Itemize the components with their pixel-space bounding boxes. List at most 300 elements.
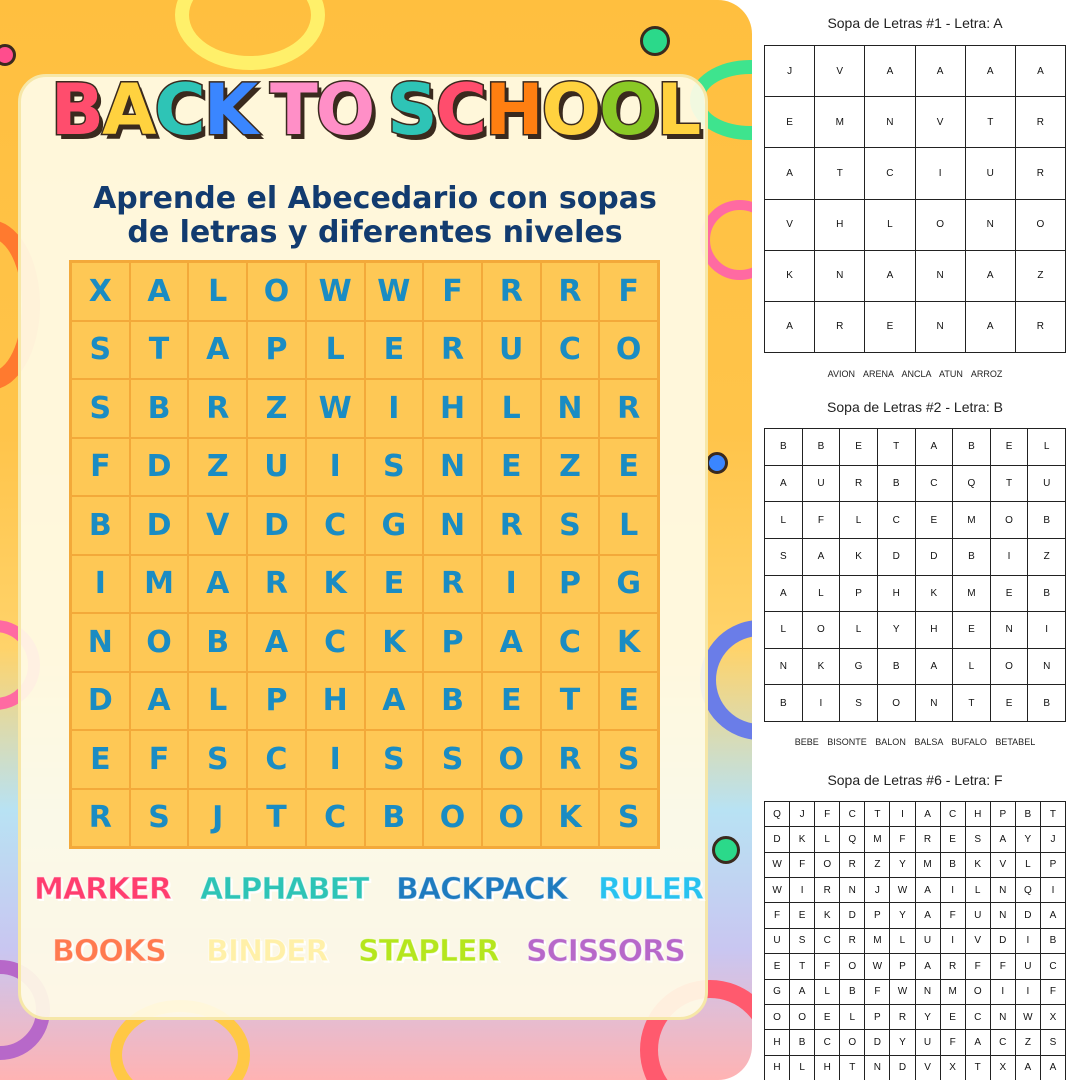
puzzle-cell[interactable]: Z (1028, 539, 1065, 575)
grid-cell[interactable]: S (131, 790, 188, 847)
grid-cell[interactable]: B (366, 790, 423, 847)
puzzle-cell[interactable]: L (966, 878, 990, 902)
grid-cell[interactable]: T (131, 322, 188, 379)
puzzle-cell[interactable]: T (953, 685, 990, 721)
puzzle-cell[interactable]: O (991, 649, 1028, 685)
puzzle-cell[interactable]: R (1016, 97, 1065, 147)
puzzle-cell[interactable]: Q (1016, 878, 1040, 902)
puzzle-cell[interactable]: K (765, 251, 814, 301)
puzzle-cell[interactable]: S (765, 539, 802, 575)
puzzle-cell[interactable]: P (840, 576, 877, 612)
puzzle-cell[interactable]: U (966, 148, 1015, 198)
puzzle-cell[interactable]: L (1028, 429, 1065, 465)
grid-cell[interactable]: T (248, 790, 305, 847)
puzzle-cell[interactable]: L (790, 1056, 814, 1080)
grid-cell[interactable]: F (600, 263, 657, 320)
grid-cell[interactable]: R (424, 556, 481, 613)
puzzle-cell[interactable]: J (1041, 827, 1065, 851)
puzzle-cell[interactable]: F (941, 1030, 965, 1054)
puzzle-cell[interactable]: Y (916, 1005, 940, 1029)
puzzle-cell[interactable]: D (916, 539, 953, 575)
grid-cell[interactable]: N (72, 614, 129, 671)
grid-cell[interactable]: J (189, 790, 246, 847)
puzzle-cell[interactable]: R (840, 466, 877, 502)
puzzle-cell[interactable]: B (1041, 929, 1065, 953)
puzzle-cell[interactable]: A (966, 46, 1015, 96)
grid-cell[interactable]: C (307, 614, 364, 671)
puzzle-cell[interactable]: A (865, 251, 914, 301)
puzzle-cell[interactable]: S (1041, 1030, 1065, 1054)
puzzle-cell[interactable]: N (1028, 649, 1065, 685)
grid-cell[interactable]: S (189, 731, 246, 788)
puzzle-cell[interactable]: E (916, 502, 953, 538)
puzzle-cell[interactable]: K (916, 576, 953, 612)
puzzle-cell[interactable]: A (865, 46, 914, 96)
puzzle-cell[interactable]: A (803, 539, 840, 575)
puzzle-cell[interactable]: A (765, 466, 802, 502)
puzzle-cell[interactable]: W (765, 878, 789, 902)
puzzle-cell[interactable]: K (815, 903, 839, 927)
grid-cell[interactable]: F (424, 263, 481, 320)
grid-cell[interactable]: R (483, 263, 540, 320)
grid-cell[interactable]: S (72, 380, 129, 437)
grid-cell[interactable]: R (248, 556, 305, 613)
puzzle-cell[interactable]: A (916, 802, 940, 826)
puzzle-cell[interactable]: N (991, 1005, 1015, 1029)
puzzle-cell[interactable]: M (865, 827, 889, 851)
puzzle-cell[interactable]: J (865, 878, 889, 902)
grid-cell[interactable]: R (483, 497, 540, 554)
grid-cell[interactable]: A (366, 673, 423, 730)
puzzle-cell[interactable]: L (840, 612, 877, 648)
puzzle-cell[interactable]: C (1041, 954, 1065, 978)
puzzle-cell[interactable]: O (815, 853, 839, 877)
puzzle-cell[interactable]: B (803, 429, 840, 465)
grid-cell[interactable]: B (189, 614, 246, 671)
grid-cell[interactable]: L (483, 380, 540, 437)
puzzle-cell[interactable]: Y (890, 1030, 914, 1054)
puzzle-cell[interactable]: A (991, 827, 1015, 851)
grid-cell[interactable]: L (600, 497, 657, 554)
puzzle-cell[interactable]: D (865, 1030, 889, 1054)
puzzle-cell[interactable]: L (815, 827, 839, 851)
puzzle-cell[interactable]: I (790, 878, 814, 902)
puzzle-cell[interactable]: H (878, 576, 915, 612)
puzzle-cell[interactable]: E (941, 1005, 965, 1029)
puzzle-cell[interactable]: N (991, 612, 1028, 648)
puzzle-cell[interactable]: B (1016, 802, 1040, 826)
puzzle-cell[interactable]: N (916, 251, 965, 301)
grid-cell[interactable]: B (131, 380, 188, 437)
grid-cell[interactable]: R (424, 322, 481, 379)
grid-cell[interactable]: W (366, 263, 423, 320)
puzzle-cell[interactable]: K (840, 539, 877, 575)
grid-cell[interactable]: R (542, 263, 599, 320)
puzzle-cell[interactable]: L (890, 929, 914, 953)
puzzle-cell[interactable]: L (840, 502, 877, 538)
puzzle-cell[interactable]: O (790, 1005, 814, 1029)
puzzle-cell[interactable]: R (916, 827, 940, 851)
grid-cell[interactable]: R (542, 731, 599, 788)
puzzle-cell[interactable]: N (916, 980, 940, 1004)
puzzle-cell[interactable]: B (941, 853, 965, 877)
grid-cell[interactable]: X (72, 263, 129, 320)
puzzle-cell[interactable]: W (890, 980, 914, 1004)
puzzle-cell[interactable]: L (803, 576, 840, 612)
puzzle-cell[interactable]: I (890, 802, 914, 826)
puzzle-cell[interactable]: D (878, 539, 915, 575)
puzzle-cell[interactable]: U (765, 929, 789, 953)
puzzle-cell[interactable]: A (1041, 903, 1065, 927)
grid-cell[interactable]: O (248, 263, 305, 320)
puzzle-cell[interactable]: V (966, 929, 990, 953)
puzzle-cell[interactable]: N (991, 903, 1015, 927)
puzzle-cell[interactable]: E (865, 302, 914, 352)
grid-cell[interactable]: O (483, 790, 540, 847)
grid-cell[interactable]: A (248, 614, 305, 671)
grid-cell[interactable]: W (307, 380, 364, 437)
grid-cell[interactable]: E (366, 322, 423, 379)
puzzle-cell[interactable]: K (803, 649, 840, 685)
grid-cell[interactable]: G (366, 497, 423, 554)
puzzle-cell[interactable]: R (890, 1005, 914, 1029)
grid-cell[interactable]: P (248, 322, 305, 379)
puzzle-cell[interactable]: T (966, 1056, 990, 1080)
puzzle-cell[interactable]: S (966, 827, 990, 851)
puzzle-cell[interactable]: F (815, 802, 839, 826)
puzzle-cell[interactable]: Y (878, 612, 915, 648)
grid-cell[interactable]: H (307, 673, 364, 730)
grid-cell[interactable]: O (483, 731, 540, 788)
puzzle-cell[interactable]: H (815, 1056, 839, 1080)
grid-cell[interactable]: S (600, 790, 657, 847)
grid-cell[interactable]: C (542, 322, 599, 379)
puzzle-cell[interactable]: L (815, 980, 839, 1004)
puzzle-cell[interactable]: N (966, 200, 1015, 250)
puzzle-cell[interactable]: A (916, 429, 953, 465)
puzzle-cell[interactable]: M (953, 502, 990, 538)
puzzle-cell[interactable]: A (916, 954, 940, 978)
puzzle-cell[interactable]: F (803, 502, 840, 538)
puzzle-cell[interactable]: N (840, 878, 864, 902)
puzzle-cell[interactable]: X (1041, 1005, 1065, 1029)
puzzle-cell[interactable]: O (916, 200, 965, 250)
grid-cell[interactable]: P (248, 673, 305, 730)
puzzle-cell[interactable]: W (865, 954, 889, 978)
puzzle-cell[interactable]: U (916, 929, 940, 953)
grid-cell[interactable]: K (307, 556, 364, 613)
puzzle-cell[interactable]: N (991, 878, 1015, 902)
puzzle-cell[interactable]: B (1028, 576, 1065, 612)
puzzle-cell[interactable]: O (991, 502, 1028, 538)
puzzle-cell[interactable]: F (865, 980, 889, 1004)
puzzle-cell[interactable]: D (765, 827, 789, 851)
puzzle-cell[interactable]: F (1041, 980, 1065, 1004)
puzzle-cell[interactable]: C (815, 929, 839, 953)
grid-cell[interactable]: T (542, 673, 599, 730)
puzzle-cell[interactable]: M (815, 97, 864, 147)
puzzle-cell[interactable]: A (790, 980, 814, 1004)
puzzle-cell[interactable]: D (890, 1056, 914, 1080)
grid-cell[interactable]: E (600, 439, 657, 496)
puzzle-cell[interactable]: Y (890, 853, 914, 877)
puzzle-cell[interactable]: B (878, 466, 915, 502)
grid-cell[interactable]: E (483, 673, 540, 730)
grid-cell[interactable]: C (307, 497, 364, 554)
grid-cell[interactable]: I (483, 556, 540, 613)
grid-cell[interactable]: C (307, 790, 364, 847)
grid-cell[interactable]: H (424, 380, 481, 437)
grid-cell[interactable]: L (189, 673, 246, 730)
grid-cell[interactable]: N (424, 439, 481, 496)
puzzle-cell[interactable]: A (916, 878, 940, 902)
grid-cell[interactable]: D (131, 439, 188, 496)
puzzle-cell[interactable]: B (1028, 685, 1065, 721)
puzzle-cell[interactable]: N (916, 302, 965, 352)
puzzle-cell[interactable]: I (941, 929, 965, 953)
puzzle-cell[interactable]: H (765, 1030, 789, 1054)
puzzle-cell[interactable]: C (966, 1005, 990, 1029)
puzzle-cell[interactable]: A (765, 148, 814, 198)
grid-cell[interactable]: B (72, 497, 129, 554)
puzzle-cell[interactable]: T (865, 802, 889, 826)
puzzle-cell[interactable]: D (991, 929, 1015, 953)
puzzle-cell[interactable]: I (916, 148, 965, 198)
grid-cell[interactable]: B (424, 673, 481, 730)
grid-cell[interactable]: E (600, 673, 657, 730)
puzzle-cell[interactable]: N (916, 685, 953, 721)
puzzle-cell[interactable]: A (966, 251, 1015, 301)
grid-cell[interactable]: V (189, 497, 246, 554)
puzzle-cell[interactable]: L (865, 200, 914, 250)
puzzle-cell[interactable]: B (953, 429, 990, 465)
puzzle-cell[interactable]: O (765, 1005, 789, 1029)
puzzle-cell[interactable]: U (916, 1030, 940, 1054)
grid-cell[interactable]: N (424, 497, 481, 554)
puzzle-cell[interactable]: E (840, 429, 877, 465)
puzzle-cell[interactable]: E (941, 827, 965, 851)
puzzle-cell[interactable]: O (1016, 200, 1065, 250)
grid-cell[interactable]: D (72, 673, 129, 730)
puzzle-cell[interactable]: R (1016, 302, 1065, 352)
puzzle-cell[interactable]: R (840, 853, 864, 877)
grid-cell[interactable]: C (542, 614, 599, 671)
grid-cell[interactable]: A (189, 322, 246, 379)
puzzle-cell[interactable]: I (803, 685, 840, 721)
puzzle-cell[interactable]: V (916, 1056, 940, 1080)
puzzle-cell[interactable]: A (916, 903, 940, 927)
grid-cell[interactable]: C (248, 731, 305, 788)
puzzle-cell[interactable]: R (1016, 148, 1065, 198)
puzzle-cell[interactable]: N (765, 649, 802, 685)
grid-cell[interactable]: S (542, 497, 599, 554)
grid-cell[interactable]: A (131, 673, 188, 730)
puzzle-cell[interactable]: P (991, 802, 1015, 826)
grid-cell[interactable]: S (72, 322, 129, 379)
grid-cell[interactable]: A (483, 614, 540, 671)
puzzle-cell[interactable]: A (966, 302, 1015, 352)
puzzle-cell[interactable]: B (878, 649, 915, 685)
puzzle-cell[interactable]: P (890, 954, 914, 978)
puzzle-cell[interactable]: H (815, 200, 864, 250)
puzzle-cell[interactable]: T (878, 429, 915, 465)
puzzle-cell[interactable]: L (840, 1005, 864, 1029)
grid-cell[interactable]: Z (248, 380, 305, 437)
puzzle-cell[interactable]: J (790, 802, 814, 826)
grid-cell[interactable]: F (131, 731, 188, 788)
puzzle-cell[interactable]: E (991, 576, 1028, 612)
puzzle-cell[interactable]: P (865, 903, 889, 927)
puzzle-cell[interactable]: M (953, 576, 990, 612)
grid-cell[interactable]: P (542, 556, 599, 613)
puzzle-cell[interactable]: X (991, 1056, 1015, 1080)
puzzle-cell[interactable]: C (840, 802, 864, 826)
puzzle-cell[interactable]: S (840, 685, 877, 721)
grid-cell[interactable]: O (424, 790, 481, 847)
grid-cell[interactable]: L (307, 322, 364, 379)
puzzle-cell[interactable]: K (966, 853, 990, 877)
puzzle-cell[interactable]: F (815, 954, 839, 978)
puzzle-cell[interactable]: C (878, 502, 915, 538)
puzzle-cell[interactable]: F (941, 903, 965, 927)
puzzle-cell[interactable]: T (790, 954, 814, 978)
puzzle-cell[interactable]: L (765, 502, 802, 538)
puzzle-cell[interactable]: I (991, 539, 1028, 575)
puzzle-cell[interactable]: P (865, 1005, 889, 1029)
grid-cell[interactable]: I (307, 439, 364, 496)
puzzle-cell[interactable]: Q (765, 802, 789, 826)
puzzle-cell[interactable]: I (991, 980, 1015, 1004)
grid-cell[interactable]: P (424, 614, 481, 671)
grid-cell[interactable]: K (366, 614, 423, 671)
puzzle-cell[interactable]: O (878, 685, 915, 721)
grid-cell[interactable]: S (366, 731, 423, 788)
puzzle-cell[interactable]: I (1028, 612, 1065, 648)
puzzle-cell[interactable]: X (941, 1056, 965, 1080)
grid-cell[interactable]: S (424, 731, 481, 788)
puzzle-cell[interactable]: H (916, 612, 953, 648)
puzzle-cell[interactable]: A (1041, 1056, 1065, 1080)
puzzle-cell[interactable]: B (840, 980, 864, 1004)
grid-cell[interactable]: F (72, 439, 129, 496)
puzzle-cell[interactable]: I (1016, 980, 1040, 1004)
puzzle-cell[interactable]: G (840, 649, 877, 685)
puzzle-cell[interactable]: D (840, 903, 864, 927)
puzzle-cell[interactable]: F (765, 903, 789, 927)
puzzle-cell[interactable]: N (865, 97, 914, 147)
puzzle-cell[interactable]: Y (890, 903, 914, 927)
grid-cell[interactable]: D (131, 497, 188, 554)
grid-cell[interactable]: E (72, 731, 129, 788)
puzzle-cell[interactable]: Z (1016, 251, 1065, 301)
grid-cell[interactable]: N (542, 380, 599, 437)
puzzle-cell[interactable]: U (1028, 466, 1065, 502)
puzzle-cell[interactable]: A (916, 46, 965, 96)
puzzle-cell[interactable]: V (991, 853, 1015, 877)
grid-cell[interactable]: E (366, 556, 423, 613)
puzzle-cell[interactable]: R (815, 302, 864, 352)
puzzle-cell[interactable]: R (815, 878, 839, 902)
puzzle-cell[interactable]: C (991, 1030, 1015, 1054)
grid-cell[interactable]: Z (542, 439, 599, 496)
puzzle-cell[interactable]: E (953, 612, 990, 648)
puzzle-cell[interactable]: F (790, 853, 814, 877)
puzzle-cell[interactable]: I (1041, 878, 1065, 902)
puzzle-cell[interactable]: L (765, 612, 802, 648)
puzzle-cell[interactable]: I (1016, 929, 1040, 953)
puzzle-cell[interactable]: C (916, 466, 953, 502)
grid-cell[interactable]: O (131, 614, 188, 671)
puzzle-cell[interactable]: O (966, 980, 990, 1004)
puzzle-cell[interactable]: C (865, 148, 914, 198)
grid-cell[interactable]: I (72, 556, 129, 613)
puzzle-cell[interactable]: Q (953, 466, 990, 502)
puzzle-cell[interactable]: S (790, 929, 814, 953)
puzzle-cell[interactable]: B (953, 539, 990, 575)
grid-cell[interactable]: R (189, 380, 246, 437)
puzzle-cell[interactable]: Q (840, 827, 864, 851)
puzzle-cell[interactable]: A (966, 1030, 990, 1054)
puzzle-cell[interactable]: E (765, 97, 814, 147)
puzzle-cell[interactable]: M (865, 929, 889, 953)
puzzle-cell[interactable]: P (1041, 853, 1065, 877)
puzzle-cell[interactable]: M (941, 980, 965, 1004)
puzzle-cell[interactable]: L (953, 649, 990, 685)
puzzle-cell[interactable]: E (991, 429, 1028, 465)
puzzle-cell[interactable]: E (765, 954, 789, 978)
puzzle-cell[interactable]: A (1016, 1056, 1040, 1080)
puzzle-cell[interactable]: V (916, 97, 965, 147)
puzzle-cell[interactable]: T (815, 148, 864, 198)
grid-cell[interactable]: U (483, 322, 540, 379)
puzzle-cell[interactable]: H (765, 1056, 789, 1080)
puzzle-cell[interactable]: E (815, 1005, 839, 1029)
puzzle-cell[interactable]: O (840, 1030, 864, 1054)
puzzle-cell[interactable]: T (1041, 802, 1065, 826)
grid-cell[interactable]: R (72, 790, 129, 847)
puzzle-cell[interactable]: N (865, 1056, 889, 1080)
grid-cell[interactable]: U (248, 439, 305, 496)
puzzle-cell[interactable]: N (815, 251, 864, 301)
puzzle-cell[interactable]: A (765, 576, 802, 612)
puzzle-cell[interactable]: B (1028, 502, 1065, 538)
puzzle-cell[interactable]: O (840, 954, 864, 978)
puzzle-cell[interactable]: M (916, 853, 940, 877)
grid-cell[interactable]: O (600, 322, 657, 379)
puzzle-cell[interactable]: R (840, 929, 864, 953)
puzzle-cell[interactable]: A (916, 649, 953, 685)
grid-cell[interactable]: D (248, 497, 305, 554)
grid-cell[interactable]: S (600, 731, 657, 788)
puzzle-cell[interactable]: A (1016, 46, 1065, 96)
puzzle-cell[interactable]: J (765, 46, 814, 96)
puzzle-cell[interactable]: U (803, 466, 840, 502)
grid-cell[interactable]: I (307, 731, 364, 788)
puzzle-cell[interactable]: F (966, 954, 990, 978)
puzzle-cell[interactable]: F (991, 954, 1015, 978)
puzzle-cell[interactable]: L (1016, 853, 1040, 877)
grid-cell[interactable]: R (600, 380, 657, 437)
grid-cell[interactable]: G (600, 556, 657, 613)
puzzle-cell[interactable]: H (966, 802, 990, 826)
grid-cell[interactable]: K (542, 790, 599, 847)
puzzle-cell[interactable]: W (1016, 1005, 1040, 1029)
puzzle-cell[interactable]: B (790, 1030, 814, 1054)
puzzle-cell[interactable]: K (790, 827, 814, 851)
puzzle-cell[interactable]: B (765, 685, 802, 721)
puzzle-cell[interactable]: I (941, 878, 965, 902)
puzzle-cell[interactable]: T (991, 466, 1028, 502)
